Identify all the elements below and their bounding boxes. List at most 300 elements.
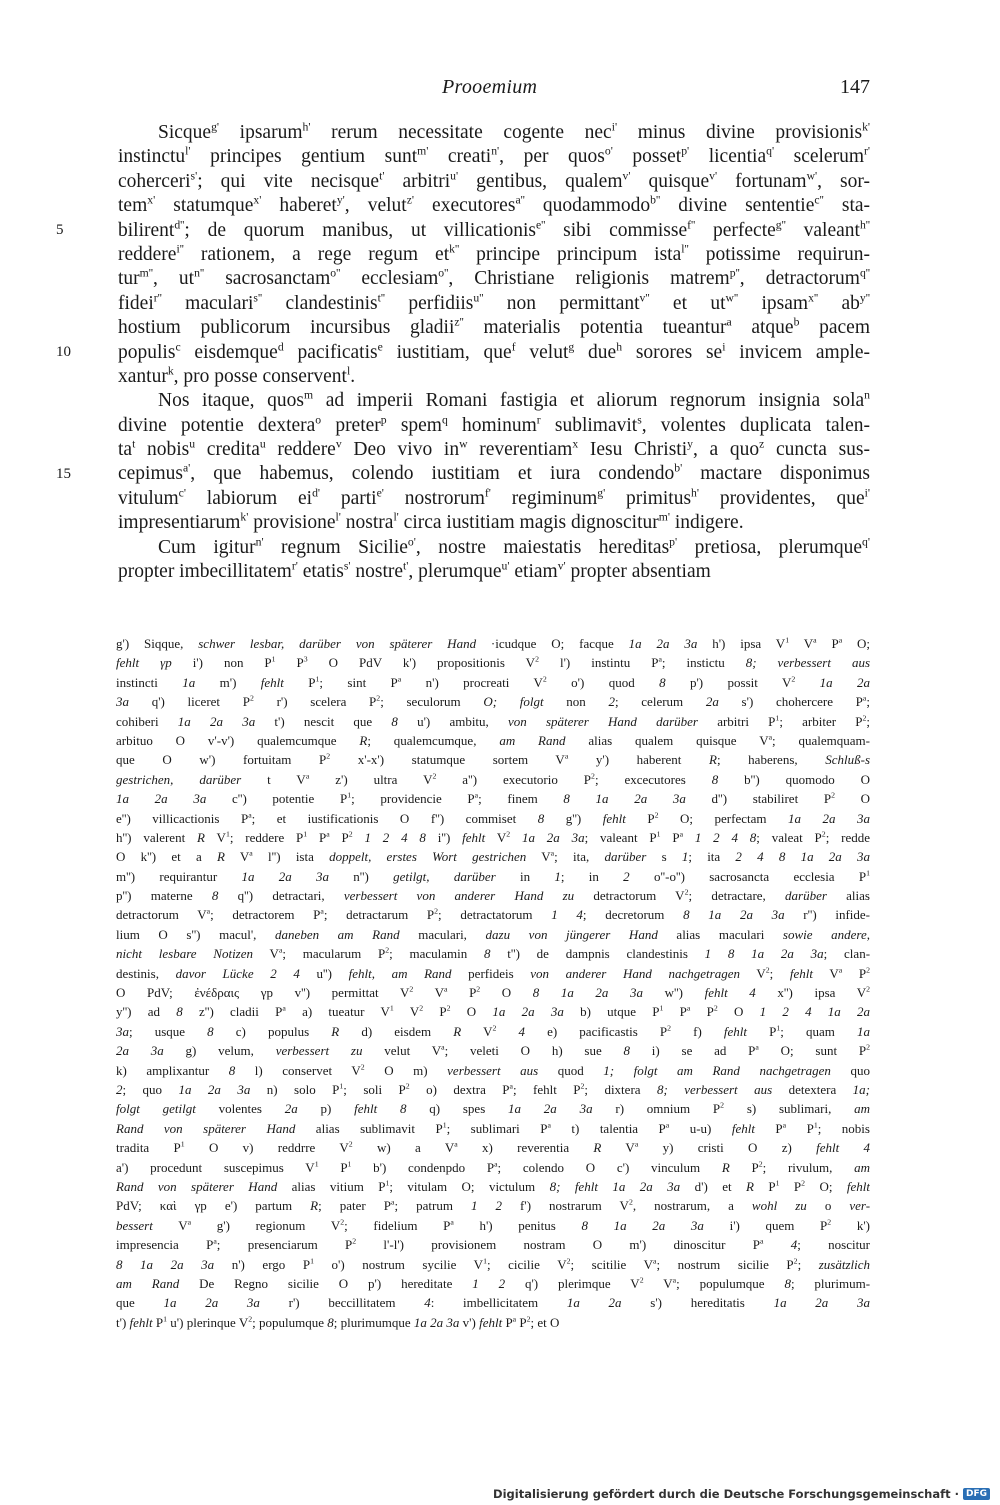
text-run: l'') ista <box>252 849 330 865</box>
line-number-15: 15 <box>56 466 71 482</box>
italic-text: 8 <box>327 1314 334 1330</box>
text-run: licentia <box>689 146 767 168</box>
sigla: a <box>813 636 817 645</box>
text-run: impresentiarum <box>118 512 241 534</box>
text-run: ; detractare, <box>688 888 786 904</box>
text-run <box>683 830 695 845</box>
text-run: V <box>224 849 250 865</box>
text-run: l) conservet V <box>235 1062 361 1078</box>
text-run: hominum <box>447 414 537 436</box>
text-run: , nostrarum, a <box>632 1198 752 1214</box>
page-number: 147 <box>840 76 870 98</box>
text-run: et ut <box>649 292 726 314</box>
sigla: b' <box>674 463 683 475</box>
sigla: i' <box>864 487 870 500</box>
italic-text: 1 2 <box>472 1275 506 1291</box>
sigla: 3 <box>303 655 308 665</box>
text-run: v') <box>459 1314 480 1330</box>
text-run: perfecte <box>695 219 776 241</box>
italic-text: 1a 2a 3a <box>178 1081 251 1097</box>
sigla: v' <box>557 561 566 573</box>
footnote-line <box>116 772 870 791</box>
sigla: g' <box>211 122 220 134</box>
text-run: tem <box>118 195 148 217</box>
text-run: cuncta sus- <box>764 439 870 461</box>
text-line <box>118 463 870 487</box>
italic-text: zusätzlich <box>818 1256 870 1272</box>
italic-text: 1a 2a 3a <box>773 1295 870 1311</box>
italic-text: darüber <box>604 849 647 865</box>
text-run: xantur <box>118 365 168 387</box>
text-run: P <box>786 1120 814 1136</box>
italic-text: 8; verbessert aus <box>745 655 870 671</box>
text-run: P <box>329 829 349 845</box>
sigla: p'' <box>729 268 740 280</box>
sigla: a <box>838 636 843 645</box>
text-run: r) omnium P <box>592 1101 721 1117</box>
text-run: n') ergo P <box>214 1256 311 1272</box>
text-run: e'') villicactionis P <box>116 810 249 826</box>
sigla: 2 <box>476 985 481 994</box>
sigla: a <box>249 849 253 858</box>
text-run: O <box>450 1004 493 1020</box>
italic-text: davor Lücke 2 4 <box>175 965 300 981</box>
text-run: detractorum V <box>574 888 685 904</box>
italic-text: 8 1a 2a 3a <box>532 985 644 1001</box>
text-run: alias <box>826 888 870 904</box>
text-run: ; colendo O c') vinculum <box>497 1159 722 1175</box>
italic-text: dazu von jüngerer Hand <box>485 926 658 942</box>
sigla: 2 <box>667 1023 672 1033</box>
italic-text: 1a 2a 3a <box>788 810 870 826</box>
text-run: V <box>789 636 814 651</box>
footnote-line <box>116 1004 870 1023</box>
italic-text: fehlt 4 <box>704 985 756 1001</box>
text-run: ; <box>866 713 870 729</box>
text-run: nostre <box>350 561 404 583</box>
italic-text: fehlt <box>602 810 626 826</box>
sigla: 1 <box>813 1120 818 1130</box>
text-run: a'') executorio P <box>436 771 592 787</box>
text-run: velut V <box>362 1043 442 1059</box>
text-line <box>118 122 870 146</box>
sigla: 2 <box>566 1256 571 1266</box>
italic-text: 8; fehlt 1a 2a 3a <box>549 1178 681 1194</box>
sigla: 2 <box>821 829 826 839</box>
text-run: rerum necessitate cogente nec <box>310 122 612 143</box>
text-run: ab <box>818 292 860 314</box>
text-run: q') plerimque V <box>505 1275 640 1291</box>
text-run: O <box>480 985 533 1001</box>
footnote-line <box>116 985 870 1004</box>
sigla: t' <box>379 170 385 183</box>
text-run: s) sublimari, <box>724 1101 855 1117</box>
text-run: statumque <box>155 195 254 217</box>
sigla: 1 <box>225 829 230 839</box>
italic-text: daneben am Rand <box>275 926 400 942</box>
italic-text: 2a 3a <box>116 1043 164 1059</box>
sigla: k' <box>862 122 870 134</box>
sigla: y' <box>336 195 345 207</box>
text-run: P <box>516 1314 527 1330</box>
footnote-line <box>116 1198 870 1217</box>
text-run: P <box>690 1004 714 1020</box>
sigla: a <box>768 732 773 742</box>
sigla: v' <box>622 170 631 183</box>
sigla: 2 <box>248 1314 253 1324</box>
footnote-line <box>116 1295 870 1314</box>
text-run: providentes, que <box>699 487 865 509</box>
text-run: ; qui vite necisque <box>197 170 380 192</box>
text-run: perfideis <box>451 965 531 981</box>
text-run: labiorum ei <box>185 487 313 509</box>
italic-text: R <box>310 1198 319 1214</box>
sigla: v <box>335 439 342 451</box>
sigla: a <box>759 1237 764 1246</box>
sigla: o'' <box>330 268 341 280</box>
footnote-line <box>116 752 870 771</box>
footer-text: Digitalisierung gefördert durch die Deutsche Forschungsgemeinschaft · <box>493 1487 959 1501</box>
italic-text: fehlt 4 <box>816 1140 870 1156</box>
sigla: 2 <box>376 694 381 703</box>
italic-text: 1a <box>182 674 196 690</box>
text-run: g') Siqque, <box>116 636 199 651</box>
sigla: 2 <box>348 1140 353 1149</box>
text-run: sacrosanctam <box>204 268 331 290</box>
text-run: s') chohercere P <box>718 694 863 710</box>
footnote-line <box>116 791 870 810</box>
footnote-line <box>116 966 870 985</box>
text-run: l') instintu P <box>538 655 659 671</box>
text-run: quisque <box>630 170 710 192</box>
sigla: 2 <box>628 1198 633 1207</box>
text-run: ; plurimum- <box>790 1275 870 1291</box>
funding-footer <box>493 1487 990 1501</box>
text-run: n') procreati V <box>401 674 543 690</box>
sigla: l' <box>393 512 399 524</box>
footnote-line <box>116 675 870 694</box>
text-run: O m) <box>364 1062 448 1078</box>
text-run: V <box>643 1275 673 1291</box>
line-number-10: 10 <box>56 344 71 360</box>
footnote-line <box>116 1063 870 1082</box>
text-run: q') liceret P <box>129 694 250 710</box>
sigla: 2 <box>758 1159 763 1169</box>
text-run: O; sunt P <box>758 1043 867 1059</box>
text-run: Sicque <box>158 122 212 143</box>
text-run: propter imbecillitatem <box>118 561 292 583</box>
italic-text: 8 <box>784 1275 791 1291</box>
text-run: y) cristi O z) <box>638 1140 817 1156</box>
italic-text: 2 <box>608 694 615 710</box>
sigla: a <box>564 752 569 762</box>
sigla: h' <box>691 487 699 500</box>
sigla: i'' <box>176 243 184 256</box>
sigla: a <box>862 694 867 703</box>
sigla: b'' <box>650 195 661 207</box>
text-run: lium O s'') macul', <box>116 926 276 942</box>
text-run: sublimavit <box>540 414 638 436</box>
text-run: t'') de dampnis clandestinis <box>490 946 705 962</box>
italic-text: 1 <box>681 849 689 865</box>
text-run: g') regionum V <box>191 1217 341 1233</box>
text-run: ; clan- <box>823 946 870 962</box>
text-run: ; macularum P <box>282 946 386 962</box>
text-run: r') beccillitatem <box>259 1295 425 1311</box>
text-run: P <box>747 1023 777 1039</box>
italic-text: fehlt, am Rand <box>348 965 452 981</box>
sigla: n <box>864 390 870 402</box>
text-run: ; instictu <box>661 655 746 671</box>
footnote-line <box>116 694 870 713</box>
text-run: ; soli P <box>343 1081 406 1097</box>
text-run: non permittant <box>483 292 640 314</box>
text-run: ; <box>769 965 790 981</box>
sigla: a <box>444 985 448 994</box>
footnote-line <box>116 733 870 752</box>
text-run: ; populumque <box>252 1314 328 1330</box>
text-run: i) se ad P <box>630 1043 756 1059</box>
sigla: z <box>759 439 765 451</box>
text-run: t V <box>241 771 306 787</box>
italic-text: 1a 2a 3a <box>492 1004 564 1020</box>
sigla: s <box>637 414 642 427</box>
text-run: maculari, <box>399 926 486 942</box>
text-run: ; arbiter P <box>779 713 863 729</box>
italic-text: 1a 2a 3a <box>521 829 585 845</box>
text-run: t) talentia P <box>550 1120 666 1136</box>
italic-text: 8 <box>623 1043 631 1059</box>
text-run: V <box>739 965 766 981</box>
text-run: P <box>625 810 655 826</box>
text-run: ; vitulam O; victulum <box>389 1178 550 1194</box>
footnote-line <box>116 1315 870 1334</box>
sigla: w'' <box>725 292 739 305</box>
text-run: ; presenciarum P <box>216 1237 353 1253</box>
text-run: cohiberi <box>116 713 178 729</box>
text-run: i') quem P <box>703 1217 828 1233</box>
text-run: V <box>393 1004 420 1020</box>
text-run: eisdemque <box>180 341 278 363</box>
sigla: 1 <box>776 1023 781 1033</box>
sigla: q'' <box>859 268 870 280</box>
text-run: h') ipsa V <box>697 636 786 651</box>
text-run: , velut <box>344 195 407 217</box>
sigla: v'' <box>639 292 650 305</box>
text-run: k') <box>831 1217 870 1233</box>
text-run: tur <box>118 268 140 290</box>
sigla: t'' <box>377 292 386 305</box>
text-run: ; scitilie V <box>570 1256 654 1272</box>
text-run: ; reddere P <box>229 829 304 845</box>
sigla: a <box>550 849 555 858</box>
text-run: instincti <box>116 674 183 690</box>
text-run: ; nostrum sicilie P <box>656 1256 794 1272</box>
sigla: a <box>679 829 684 839</box>
sigla: 2 <box>506 829 511 839</box>
sigla: a <box>782 1120 787 1130</box>
text-line <box>118 293 870 317</box>
sigla: 2 <box>866 985 870 994</box>
text-run: ; veleti O h) sue <box>444 1043 624 1059</box>
italic-text: 1 2 <box>470 1198 502 1214</box>
text-run: O PdV k') propositionis V <box>307 655 536 671</box>
sigla: 1 <box>303 829 308 839</box>
text-run: : imbellicitatem <box>430 1295 567 1311</box>
text-run: arbitri <box>384 170 451 192</box>
text-run: sibi commisse <box>545 219 688 241</box>
text-run: quodammodo <box>524 195 651 217</box>
sigla: a <box>726 317 732 329</box>
text-run: ; redde <box>825 829 870 845</box>
sigla: a <box>187 1217 192 1227</box>
sigla: g'' <box>775 219 786 232</box>
text-run: ; valeat P <box>756 829 822 845</box>
text-run: volentes <box>195 1101 285 1117</box>
sigla: o' <box>407 536 416 549</box>
text-run: ta <box>118 439 133 461</box>
text-run: ; dixtera <box>584 1081 657 1097</box>
italic-text: 8 1a 2a 3a <box>581 1217 704 1233</box>
text-line <box>118 439 870 463</box>
italic-text: 8; verbessert aus <box>656 1081 773 1097</box>
text-run: potissime requirun- <box>688 243 870 265</box>
text-run: t') <box>116 1314 130 1330</box>
text-run: hostium publicorum incursibus gladii <box>118 317 455 339</box>
sigla: 1 <box>347 791 352 800</box>
italic-text: 1 8 1a 2a 3a <box>704 946 824 962</box>
text-run: posset <box>612 146 682 168</box>
italic-text: am <box>854 1101 870 1117</box>
footnote-line <box>116 1121 870 1140</box>
text-run: parti <box>320 487 377 509</box>
footnote-line <box>116 811 870 830</box>
italic-text: 1a 2a 3a <box>116 791 207 807</box>
text-run: q'') detractari, <box>218 888 344 904</box>
main-text <box>118 122 870 585</box>
sigla: x'' <box>808 292 819 305</box>
sigla: 1 <box>310 1256 314 1266</box>
text-line <box>118 561 870 585</box>
text-run: ; ita, <box>554 849 605 865</box>
text-run: ; plurimumque <box>333 1314 414 1330</box>
sigla: 1 <box>180 1140 185 1149</box>
text-run: nobis <box>135 439 190 461</box>
text-line <box>118 317 870 341</box>
text-run: quo <box>830 1062 870 1078</box>
sigla: n' <box>491 146 500 158</box>
sigla: e' <box>376 487 384 500</box>
sigla: u'' <box>473 292 484 305</box>
text-run <box>510 830 522 845</box>
italic-text: verbessert zu <box>275 1043 363 1059</box>
footnote-line <box>116 830 870 849</box>
running-title: Prooemium <box>442 76 538 98</box>
sigla: 2 <box>654 810 659 820</box>
text-run: alias maculari <box>657 926 783 942</box>
sigla: r' <box>291 561 298 573</box>
text-run: , detractorum <box>739 268 860 290</box>
text-run: ; populumque <box>676 1275 785 1291</box>
text-run: ; detractorem P <box>210 907 321 923</box>
footnote-line <box>116 1218 870 1237</box>
text-run: divine sententie <box>660 195 815 217</box>
italic-text: R <box>593 1140 602 1156</box>
sigla: 2 <box>831 791 835 800</box>
text-run: ; excecutores <box>594 771 712 787</box>
text-run: p) <box>297 1101 355 1117</box>
text-run: populis <box>118 341 176 363</box>
text-run: y'') ad <box>116 1004 177 1020</box>
text-run: s') hereditatis <box>621 1295 774 1311</box>
italic-text: schwer lesbar, darüber von späterer Hand <box>198 636 477 651</box>
sigla: 2 <box>446 1004 451 1014</box>
text-run: non <box>543 694 609 710</box>
sigla: o' <box>604 146 613 158</box>
italic-text: gestrichen, darüber <box>116 771 242 787</box>
sigla: u <box>189 439 196 451</box>
text-line <box>118 415 870 439</box>
text-run: circa iustitiam magis dignoscitur <box>398 512 659 534</box>
sigla: a'' <box>515 195 525 207</box>
text-run: pretiosa, plerumque <box>677 536 863 558</box>
text-run: V <box>413 985 445 1001</box>
text-run: ipsam <box>738 292 809 314</box>
sigla: 2 <box>639 1275 644 1285</box>
sigla: k <box>167 365 174 378</box>
sigla: a <box>206 907 211 917</box>
text-run: s <box>646 849 682 865</box>
sigla: h <box>616 341 623 354</box>
text-run: instinctu <box>118 146 186 168</box>
sigla: 2 <box>827 1217 832 1227</box>
italic-text: 1a 2a 3a <box>413 1314 460 1330</box>
text-run: ; pater P <box>318 1198 391 1214</box>
text-run: ; noscitur <box>797 1237 870 1253</box>
text-run: u') plerinque V <box>167 1314 249 1330</box>
text-run: a') procedunt suscepimus V <box>116 1159 315 1175</box>
text-run: impresencia P <box>116 1237 214 1253</box>
text-run: indigere. <box>669 512 744 534</box>
italic-text: 8 <box>207 1023 214 1039</box>
text-line <box>118 268 870 292</box>
text-run: ; ita <box>688 849 736 865</box>
sigla: e <box>377 341 383 354</box>
sigla: r' <box>864 146 870 158</box>
text-run <box>763 1237 790 1252</box>
sigla: a <box>213 1237 217 1246</box>
text-run: i') non P <box>171 655 272 671</box>
italic-text: Rand von späterer Hand <box>116 1178 278 1194</box>
sigla: 1 <box>656 829 661 839</box>
sigla: l' <box>335 512 341 524</box>
text-run: gentibus, qualem <box>458 170 623 192</box>
sigla: 2 <box>419 1004 424 1014</box>
sigla: a <box>450 1217 454 1227</box>
text-run: reddere <box>118 243 177 265</box>
text-run: fidei <box>118 292 154 314</box>
text-run: rationem, a rege regum et <box>183 243 450 265</box>
text-run: ; patrum <box>394 1198 471 1214</box>
sigla: o'' <box>438 268 449 280</box>
sigla: e'' <box>535 219 546 232</box>
footnote-line <box>116 1160 870 1179</box>
text-run: propter absentiam <box>565 561 711 583</box>
text-run: in <box>495 868 555 884</box>
sigla: y <box>687 439 693 451</box>
text-run: g'') <box>544 810 603 826</box>
line-number-5: 5 <box>56 222 64 238</box>
